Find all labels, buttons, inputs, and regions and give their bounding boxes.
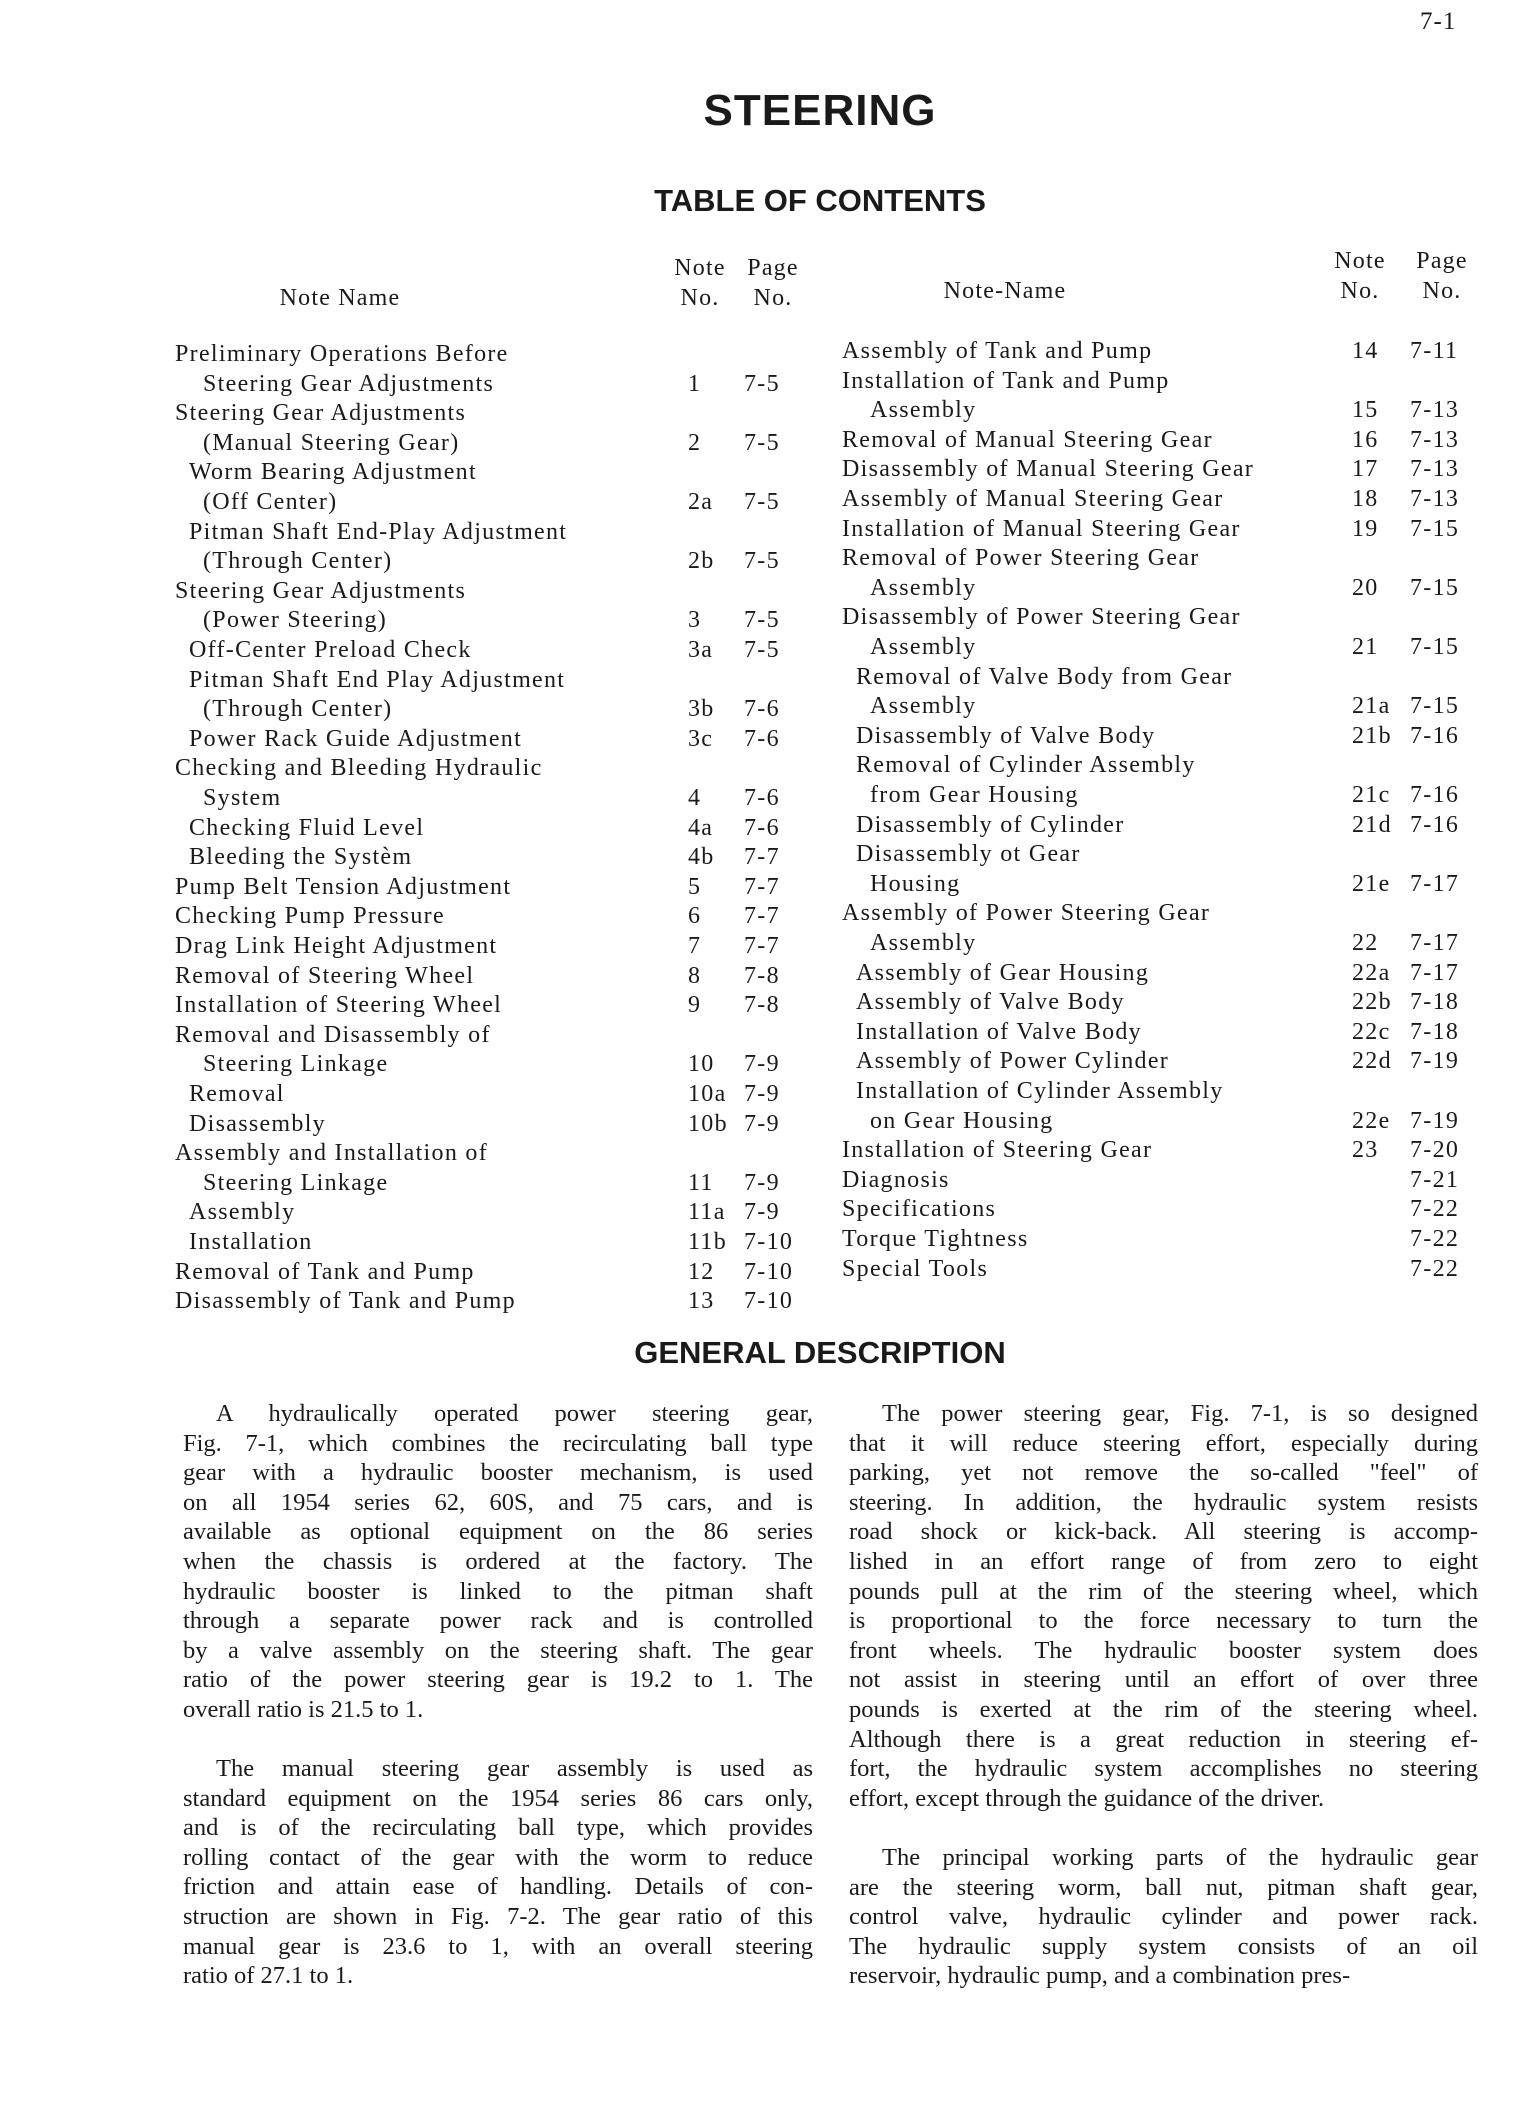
toc-entry-page-number: 7-13	[1410, 456, 1460, 483]
toc-entry-note-number: 8	[688, 962, 702, 989]
toc-entry-page-number: 7-13	[1410, 486, 1460, 512]
toc-entry-note-number: 21c	[1352, 782, 1391, 808]
toc-entry-name: (Manual Steering Gear)	[203, 429, 460, 456]
toc-entry-name: Housing	[870, 870, 961, 897]
toc-entry-name: Torque Tightness	[842, 1226, 1029, 1252]
toc-entry[interactable]	[0, 721, 1528, 751]
toc-entry-name: Diagnosis	[842, 1166, 950, 1193]
toc-entry-page-number: 7-13	[1410, 397, 1460, 424]
toc-entry-name: Bleeding the Systèm	[189, 844, 413, 871]
toc-entry-name: Power Rack Guide Adjustment	[189, 725, 523, 752]
dot-leader	[1253, 514, 1322, 544]
toc-entry[interactable]	[0, 1224, 1528, 1254]
toc-entry[interactable]	[0, 573, 1528, 603]
toc-entry-name: Pitman Shaft End-Play Adjustment	[189, 518, 568, 545]
toc-entry-name: Assembly of Tank and Pump	[842, 338, 1153, 364]
dot-leader	[988, 573, 1322, 603]
paragraph-line: are the steering worm, ball nut, pitman shaft gear,	[849, 1873, 1478, 1901]
paragraph-line: The principal working parts of the hydraulic gear	[882, 1844, 1478, 1871]
toc-entry-page-number: 7-19	[1410, 1107, 1460, 1134]
toc-entry[interactable]	[0, 662, 1528, 692]
toc-entry[interactable]	[0, 1017, 1528, 1047]
paragraph-line: The manual steering gear assembly is used as	[216, 1755, 813, 1782]
left-header-note: Note No.	[674, 255, 726, 311]
general-description-heading: GENERAL DESCRIPTION	[634, 1335, 1006, 1370]
dot-leader	[1164, 1135, 1322, 1165]
toc-entry-name: Checking and Bleeding Hydraulic	[175, 755, 543, 782]
toc-entry-name: Steering Linkage	[203, 1051, 389, 1078]
toc-entry-page-number: 7-15	[1410, 515, 1460, 542]
toc-entry-page-number: 7-10	[744, 1288, 794, 1315]
toc-entry-note-number: 21a	[1352, 693, 1391, 720]
toc-entry-page-number: 7-7	[744, 844, 780, 871]
dot-leader	[1000, 1254, 1322, 1284]
toc-entry-page-number: 7-5	[744, 637, 780, 663]
toc-entry-page-number: 7-16	[1410, 782, 1460, 808]
toc-entry-page-number: 7-7	[744, 933, 780, 959]
toc-entry-name: Disassembly of Tank and Pump	[175, 1288, 516, 1315]
toc-entry-note-number: 3c	[688, 725, 714, 752]
toc-entry[interactable]	[0, 336, 1528, 366]
toc-entry-name: Removal of Tank and Pump	[175, 1258, 475, 1285]
paragraph-line: when the chassis is ordered at the factory. The	[183, 1548, 813, 1575]
dot-leader	[1091, 780, 1322, 810]
paragraph-line: rolling contact of the gear with the worm to reduce	[183, 1843, 813, 1871]
toc-entry-note-number: 4a	[688, 814, 714, 841]
toc-entry[interactable]	[0, 484, 1528, 514]
toc-entry-name: (Through Center)	[203, 548, 393, 575]
dot-leader	[1236, 484, 1322, 514]
toc-entry-note-number: 3a	[688, 637, 714, 663]
toc-entry-name: System	[203, 785, 282, 811]
toc-entry[interactable]	[0, 839, 1528, 869]
toc-entry-note-number: 2	[688, 429, 702, 456]
dot-leader	[1040, 1224, 1322, 1254]
toc-entry-page-number: 7-8	[744, 992, 780, 1019]
paragraph-line: The hydraulic supply system consists of an oil	[849, 1932, 1478, 1960]
toc-entry[interactable]	[0, 366, 1528, 396]
toc-entry-note-number: 21b	[1352, 722, 1392, 749]
dot-leader	[1225, 425, 1322, 455]
toc-entry-name: on Gear Housing	[870, 1107, 1054, 1134]
toc-entry-page-number: 7-22	[1410, 1255, 1460, 1282]
toc-entry-name: Disassembly of Power Steering Gear	[842, 604, 1241, 631]
toc-entry-name: (Off Center)	[203, 489, 338, 515]
toc-entry-note-number: 4	[688, 785, 702, 811]
dot-leader	[1161, 958, 1322, 988]
toc-entry[interactable]	[0, 1254, 1528, 1284]
toc-entry-page-number: 7-16	[1410, 722, 1460, 749]
toc-entry[interactable]	[0, 928, 1528, 958]
toc-entry-note-number: 11a	[688, 1199, 726, 1226]
toc-entry-name: from Gear Housing	[870, 782, 1079, 808]
dot-leader	[1181, 1046, 1322, 1076]
toc-entry-note-number: 6	[688, 903, 702, 930]
toc-entry-name: Assembly	[870, 634, 977, 660]
toc-entry-name: (Power Steering)	[203, 607, 388, 634]
toc-entry-page-number: 7-18	[1410, 989, 1460, 1016]
toc-entry-page-number: 7-6	[744, 785, 780, 811]
toc-entry-name: Drag Link Height Adjustment	[175, 933, 498, 959]
toc-entry-name: Disassembly of Cylinder	[856, 811, 1125, 838]
toc-entry-page-number: 7-7	[744, 873, 780, 900]
toc-entry-page-number: 7-17	[1410, 870, 1460, 897]
dot-leader	[962, 1165, 1322, 1195]
paragraph-line: manual gear is 23.6 to 1, with an overall steering	[183, 1932, 813, 1960]
toc-entry-page-number: 7-6	[744, 814, 780, 841]
toc-entry-name: Special Tools	[842, 1255, 989, 1282]
toc-entry-name: Pump Belt Tension Adjustment	[175, 873, 512, 900]
toc-entry-note-number: 23	[1352, 1137, 1379, 1164]
toc-entry-note-number: 15	[1352, 397, 1379, 424]
toc-entry-name: Assembly	[870, 930, 977, 956]
toc-entry-note-number: 11	[688, 1169, 714, 1196]
toc-entry-name: Checking Fluid Level	[189, 814, 425, 841]
paragraph-line: ratio of the power steering gear is 19.2 to 1. The	[183, 1666, 813, 1694]
toc-entry-page-number: 7-10	[744, 1258, 794, 1285]
toc-entry-name: Removal of Valve Body from Gear	[856, 663, 1233, 690]
toc-entry-note-number: 9	[688, 992, 702, 1019]
toc-entry[interactable]	[0, 780, 1528, 810]
toc-entry-page-number: 7-10	[744, 1229, 794, 1255]
toc-entry-page-number: 7-17	[1410, 959, 1460, 986]
toc-entry[interactable]	[0, 898, 1528, 928]
toc-entry-page-number: 7-5	[744, 429, 780, 456]
toc-entry-note-number: 3b	[688, 696, 715, 723]
dot-leader	[1065, 1106, 1322, 1136]
paragraph-line: lished in an effort range of from zero to eight	[849, 1548, 1478, 1575]
toc-entry-note-number: 10b	[688, 1110, 728, 1137]
toc-entry[interactable]	[0, 1076, 1528, 1106]
toc-entry-note-number: 22d	[1352, 1048, 1392, 1075]
paragraph-line: by a valve assembly on the steering shaft. The gear	[183, 1636, 813, 1664]
toc-entry-name: Steering Gear Adjustments	[175, 577, 467, 604]
dot-leader	[1137, 987, 1322, 1017]
paragraph-line: pounds is exerted at the rim of the steering wheel.	[849, 1696, 1478, 1723]
toc-entry-name: Specifications	[842, 1196, 997, 1223]
toc-entry-name: Steering Linkage	[203, 1169, 389, 1196]
toc-entry-name: Assembly of Manual Steering Gear	[842, 486, 1224, 512]
toc-entry-name: Installation	[189, 1229, 313, 1255]
toc-entry-page-number: 7-6	[744, 725, 780, 752]
toc-entry-name: (Through Center)	[203, 696, 393, 723]
toc-entry-name: Assembly of Power Steering Gear	[842, 900, 1211, 927]
toc-entry-note-number: 17	[1352, 456, 1379, 483]
paragraph-line: Fig. 7-1, which combines the recirculating ball type	[183, 1429, 813, 1457]
toc-entry-page-number: 7-20	[1410, 1137, 1460, 1164]
toc-entry-note-number: 22e	[1352, 1107, 1391, 1134]
paragraph-line: pounds pull at the rim of the steering wheel, which	[849, 1577, 1478, 1605]
dot-leader	[1164, 336, 1322, 366]
toc-entry[interactable]	[0, 543, 1528, 573]
toc-title: TABLE OF CONTENTS	[654, 183, 986, 218]
toc-entry-name: Worm Bearing Adjustment	[189, 459, 477, 486]
toc-entry-name: Assembly of Power Cylinder	[856, 1048, 1170, 1075]
toc-entry-page-number: 7-5	[744, 607, 780, 634]
page-title: STEERING	[703, 86, 937, 135]
right-header-name: Note-Name	[943, 278, 1067, 304]
toc-entry-name: Installation of Steering Gear	[842, 1137, 1153, 1164]
right-header-note: Note No.	[1334, 248, 1386, 304]
toc-entry-note-number: 2b	[688, 548, 715, 575]
paragraph-line: front wheels. The hydraulic booster system does	[849, 1636, 1478, 1664]
toc-entry-note-number: 21d	[1352, 811, 1392, 838]
toc-entry-name: Assembly and Installation of	[175, 1140, 489, 1167]
paragraph-line: friction and attain ease of handling. Details of con-	[183, 1873, 813, 1901]
toc-entry-page-number: 7-19	[1410, 1048, 1460, 1075]
toc-entry-page-number: 7-18	[1410, 1018, 1460, 1045]
toc-entry-note-number: 7	[688, 933, 702, 959]
paragraph-line: overall ratio is 21.5 to 1.	[183, 1696, 424, 1723]
toc-entry[interactable]	[0, 958, 1528, 988]
toc-entry-name: Disassembly of Manual Steering Gear	[842, 456, 1255, 483]
toc-entry-name: Removal of Power Steering Gear	[842, 545, 1200, 572]
toc-entry-name: Steering Gear Adjustments	[203, 370, 495, 397]
toc-entry-note-number: 20	[1352, 574, 1379, 601]
toc-entry-note-number: 19	[1352, 515, 1379, 542]
toc-entry-page-number: 7-7	[744, 903, 780, 930]
paragraph-line: The power steering gear, Fig. 7-1, is so designed	[882, 1400, 1478, 1427]
dot-leader	[988, 395, 1322, 425]
dot-leader	[1137, 810, 1322, 840]
toc-entry[interactable]	[0, 602, 1528, 632]
toc-entry-note-number: 5	[688, 873, 702, 900]
toc-entry-name: Removal of Manual Steering Gear	[842, 426, 1213, 453]
toc-entry-page-number: 7-8	[744, 962, 780, 989]
toc-entry-page-number: 7-5	[744, 489, 780, 515]
toc-entry[interactable]	[0, 395, 1528, 425]
paragraph-line: hydraulic booster is linked to the pitman shaft	[183, 1577, 813, 1605]
toc-entry-note-number: 21	[1352, 634, 1379, 660]
paragraph-line: parking, yet not remove the so-called "feel" of	[849, 1459, 1478, 1487]
toc-entry-name: Disassembly	[189, 1110, 326, 1137]
toc-entry[interactable]	[0, 1106, 1528, 1136]
toc-entry[interactable]	[0, 691, 1528, 721]
toc-entry-note-number: 2a	[688, 489, 714, 515]
toc-entry-note-number: 22c	[1352, 1018, 1391, 1045]
paragraph-line: effort, except through the guidance of the driver.	[849, 1784, 1325, 1812]
toc-entry-note-number: 22b	[1352, 989, 1392, 1016]
toc-entry[interactable]	[0, 514, 1528, 544]
toc-entry-page-number: 7-16	[1410, 811, 1460, 838]
toc-entry-page-number: 7-9	[744, 1199, 780, 1226]
toc-entry-name: Disassembly ot Gear	[856, 841, 1081, 868]
page-number: 7-1	[1420, 8, 1457, 35]
paragraph-line: is proportional to the force necessary to turn the	[849, 1607, 1478, 1635]
paragraph-line: available as optional equipment on the 86 series	[183, 1518, 813, 1546]
paragraph-line: gear with a hydraulic booster mechanism, is used	[183, 1459, 813, 1487]
toc-entry-page-number: 7-15	[1410, 634, 1460, 660]
toc-entry[interactable]	[0, 454, 1528, 484]
toc-entry-note-number: 11b	[688, 1229, 728, 1255]
toc-entry-page-number: 7-21	[1410, 1166, 1460, 1193]
toc-entry-page-number: 7-9	[744, 1051, 780, 1078]
toc-entry-note-number: 18	[1352, 486, 1379, 512]
toc-entry-name: Off-Center Preload Check	[189, 637, 472, 663]
toc-entry-page-number: 7-9	[744, 1169, 780, 1196]
toc-entry[interactable]	[0, 810, 1528, 840]
toc-entry-note-number: 10a	[688, 1081, 727, 1107]
toc-entry-page-number: 7-22	[1410, 1226, 1460, 1252]
toc-entry[interactable]	[0, 1286, 1528, 1316]
dot-leader	[528, 1286, 648, 1316]
paragraph-line: ratio of 27.1 to 1.	[183, 1962, 354, 1990]
paragraph-line: and is of the recirculating ball type, which provides	[183, 1814, 813, 1842]
toc-entry-note-number: 14	[1352, 338, 1379, 364]
paragraph-line: not assist in steering until an effort of over three	[849, 1666, 1478, 1694]
toc-entry[interactable]	[0, 987, 1528, 1017]
toc-entry-name: Assembly	[189, 1199, 296, 1226]
paragraph-line: Although there is a great reduction in steering ef-	[849, 1725, 1478, 1753]
toc-entry[interactable]	[0, 750, 1528, 780]
toc-entry[interactable]	[0, 1135, 1528, 1165]
toc-entry-name: Pitman Shaft End Play Adjustment	[189, 666, 566, 693]
toc-entry[interactable]	[0, 1194, 1528, 1224]
toc-entry-page-number: 7-9	[744, 1081, 780, 1107]
right-header-page: Page No.	[1416, 248, 1468, 304]
toc-entry-note-number: 16	[1352, 426, 1379, 453]
toc-entry-note-number: 1	[688, 370, 702, 397]
toc-entry-page-number: 7-17	[1410, 930, 1460, 956]
toc-entry-name: Installation of Cylinder Assembly	[856, 1078, 1224, 1104]
toc-entry-note-number: 22	[1352, 930, 1379, 956]
left-header-page: Page No.	[747, 255, 799, 311]
toc-entry[interactable]	[0, 632, 1528, 662]
toc-entry-page-number: 7-22	[1410, 1196, 1460, 1223]
toc-entry-name: Removal of Cylinder Assembly	[856, 752, 1196, 779]
toc-entry-page-number: 7-6	[744, 696, 780, 723]
toc-entry-name: Checking Pump Pressure	[175, 903, 445, 930]
toc-entry-note-number: 3	[688, 607, 702, 634]
toc-entry[interactable]	[0, 869, 1528, 899]
toc-entry-note-number: 4b	[688, 844, 715, 871]
toc-entry-page-number: 7-15	[1410, 693, 1460, 720]
toc-entry-name: Removal	[189, 1081, 285, 1107]
dot-leader	[1167, 721, 1322, 751]
dot-leader	[988, 928, 1322, 958]
paragraph-line: on all 1954 series 62, 60S, and 75 cars, and is	[183, 1488, 813, 1516]
paragraph-line: A hydraulically operated power steering gear,	[216, 1400, 813, 1427]
toc-entry-note-number: 22a	[1352, 959, 1391, 986]
toc-entry-name: Installation of Manual Steering Gear	[842, 515, 1241, 542]
paragraph-line: standard equipment on the 1954 series 86 cars only,	[183, 1784, 813, 1812]
toc-entry-name: Disassembly of Valve Body	[856, 722, 1156, 749]
toc-entry-page-number: 7-11	[1410, 338, 1459, 364]
paragraph-line: control valve, hydraulic cylinder and power rack.	[849, 1903, 1478, 1931]
toc-entry[interactable]	[0, 1046, 1528, 1076]
toc-entry-name: Assembly of Valve Body	[856, 989, 1125, 1016]
toc-entry-page-number: 7-13	[1410, 426, 1460, 453]
toc-entry-page-number: 7-15	[1410, 574, 1460, 601]
toc-entry-page-number: 7-9	[744, 1110, 780, 1137]
paragraph-line: through a separate power rack and is controlled	[183, 1607, 813, 1635]
toc-entry-name: Installation of Valve Body	[856, 1018, 1142, 1045]
paragraph-line: road shock or kick-back. All steering is accomp-	[849, 1518, 1478, 1546]
toc-entry-note-number: 10	[688, 1051, 715, 1078]
toc-entry-name: Removal and Disassembly of	[175, 1021, 491, 1048]
dot-leader	[988, 632, 1322, 662]
toc-entry-name: Installation of Steering Wheel	[175, 992, 503, 1019]
toc-entry-name: Installation of Tank and Pump	[842, 367, 1170, 394]
toc-entry-name: Assembly	[870, 574, 977, 601]
left-header-name: Note Name	[279, 285, 401, 311]
dot-leader	[972, 869, 1322, 899]
toc-entry-name: Steering Gear Adjustments	[175, 400, 467, 427]
toc-entry[interactable]	[0, 1165, 1528, 1195]
dot-leader	[988, 691, 1322, 721]
toc-entry-name: Removal of Steering Wheel	[175, 962, 475, 989]
toc-entry-name: Assembly	[870, 693, 977, 720]
toc-entry-note-number: 12	[688, 1258, 715, 1285]
dot-leader	[1154, 1017, 1322, 1047]
toc-entry-page-number: 7-5	[744, 370, 780, 397]
toc-entry-name: Preliminary Operations Before	[175, 341, 509, 367]
paragraph-line: steering. In addition, the hydraulic system resists	[849, 1488, 1478, 1516]
paragraph-line: reservoir, hydraulic pump, and a combination pres-	[849, 1962, 1351, 1990]
paragraph-line: fort, the hydraulic system accomplishes no steering	[849, 1755, 1478, 1783]
toc-entry-name: Assembly	[870, 397, 977, 424]
toc-entry[interactable]	[0, 425, 1528, 455]
toc-entry-name: Assembly of Gear Housing	[856, 959, 1150, 986]
toc-entry-page-number: 7-5	[744, 548, 780, 575]
toc-entry-note-number: 21e	[1352, 870, 1391, 897]
toc-entry-note-number: 13	[688, 1288, 715, 1315]
dot-leader	[1008, 1194, 1322, 1224]
paragraph-line: that it will reduce steering effort, especially during	[849, 1429, 1478, 1457]
paragraph-line: struction are shown in Fig. 7-2. The gear ratio of this	[183, 1903, 813, 1930]
